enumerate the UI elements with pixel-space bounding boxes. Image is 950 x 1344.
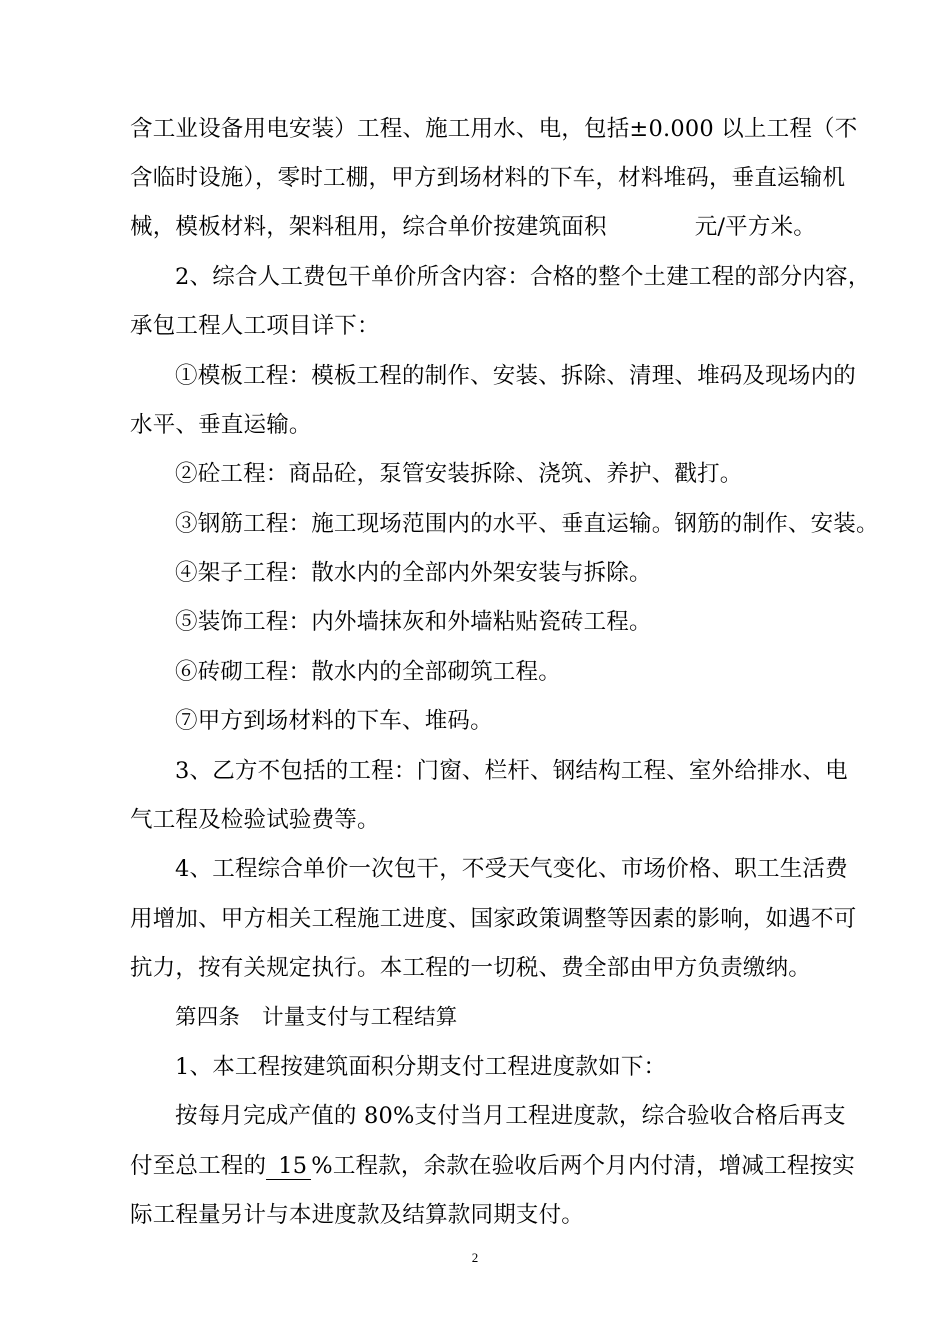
underlined-percentage: 15: [266, 1153, 311, 1180]
text-line: 承包工程人工项目详下：: [130, 313, 380, 339]
text-line: 2、综合人工费包干单价所含内容：合格的整个土建工程的部分内容，: [175, 264, 871, 290]
text-segment: 械，模板材料，架料租用，综合单价按建筑面积: [130, 214, 607, 240]
text-line: 按每月完成产值的 80%支付当月工程进度款，综合验收合格后再支: [175, 1103, 846, 1129]
text-line: 4、工程综合单价一次包干，不受天气变化、市场价格、职工生活费: [175, 856, 848, 882]
text-line: ④架子工程：散水内的全部内外架安装与拆除。: [175, 560, 652, 586]
text-line: 1、本工程按建筑面积分期支付工程进度款如下：: [175, 1054, 667, 1080]
text-line: 抗力，按有关规定执行。本工程的一切税、费全部由甲方负责缴纳。: [130, 955, 812, 981]
text-line: ③钢筋工程：施工现场范围内的水平、垂直运输。钢筋的制作、安装。: [175, 511, 879, 537]
article-number: 第四条: [175, 1005, 241, 1030]
text-line: 3、乙方不包括的工程：门窗、栏杆、钢结构工程、室外给排水、电: [175, 758, 848, 784]
text-line: 含工业设备用电安装）工程、施工用水、电，包括±0.000 以上工程（不: [130, 116, 858, 142]
text-line: 气工程及检验试验费等。: [130, 807, 380, 833]
text-line: 含临时设施），零时工棚，甲方到场材料的下车，材料堆码，垂直运输机: [130, 165, 846, 191]
text-line: [130, 212, 816, 242]
section-heading: [175, 1003, 457, 1033]
text-segment: %工程款，余款在验收后两个月内付清，增减工程按实: [311, 1153, 855, 1179]
text-line: ⑤装饰工程：内外墙抹灰和外墙粘贴瓷砖工程。: [175, 609, 652, 635]
text-line: ⑦甲方到场材料的下车、堆码。: [175, 708, 493, 734]
text-line: ②砼工程：商品砼，泵管安装拆除、浇筑、养护、戳打。: [175, 461, 743, 487]
text-line: ①模板工程：模板工程的制作、安装、拆除、清理、堆码及现场内的: [175, 363, 857, 389]
article-title: 计量支付与工程结算: [262, 1005, 458, 1030]
text-line: 际工程量另计与本进度款及结算款同期支付。: [130, 1202, 585, 1228]
text-segment: 元/平方米。: [694, 214, 816, 240]
page-number: 2: [471, 1250, 479, 1265]
text-line: 水平、垂直运输。: [130, 412, 312, 438]
text-line: [130, 1151, 855, 1181]
text-line: ⑥砖砌工程：散水内的全部砌筑工程。: [175, 659, 561, 685]
text-segment: 付至总工程的: [130, 1153, 267, 1179]
text-line: 用增加、甲方相关工程施工进度、国家政策调整等因素的影响，如遇不可: [130, 906, 857, 932]
